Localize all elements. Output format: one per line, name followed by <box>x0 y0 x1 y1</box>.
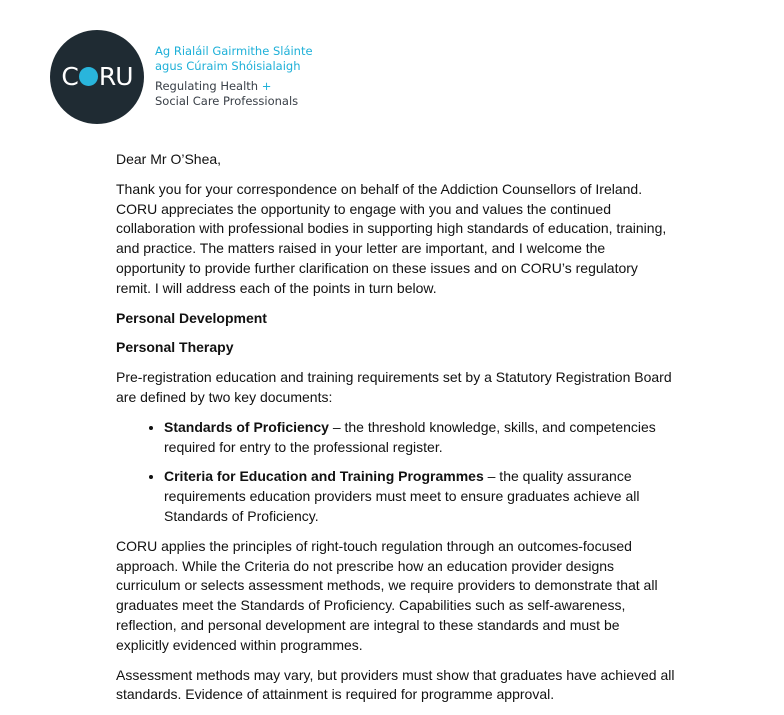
intro-paragraph: Thank you for your correspondence on behalf of the Addiction Counsellors of Ireland. CORU appreciates the opportunity to engage with you and values the continued collaboration with professional bodies in supporting high standards of education, training, and practice. The matters raised in your letter are important, and I welcome the opportunity to provide further clarification on these issues and on CORU’s regulatory remit. I will address each of the points in turn below. <box>116 180 667 296</box>
irish-tagline-line1: Ag Rialáil Gairmithe Sláinte <box>155 44 313 58</box>
list-item-text: – the quality assurance requirements education providers must meet to ensure graduates achieve all Standards of Proficiency. <box>164 468 640 524</box>
documents-list <box>116 418 676 527</box>
irish-tagline <box>155 44 455 73</box>
logo-letters-ru: RU <box>98 62 133 91</box>
salutation: Dear Mr O’Shea, <box>116 151 222 167</box>
coru-logo <box>50 30 144 124</box>
english-tagline-line1 <box>155 79 455 94</box>
english-tagline-text: Regulating Health <box>155 79 259 93</box>
logo-o-dot <box>79 67 98 86</box>
list-item <box>164 467 676 526</box>
logo-letter-c: C <box>61 62 78 91</box>
list-item-term: Criteria for Education and Training Programmes <box>164 468 484 485</box>
plus-icon: + <box>261 79 272 93</box>
documents-paragraph: Pre-registration education and training requirements set by a Statutory Registration Board are defined by two key documents: <box>116 369 672 405</box>
irish-tagline-line2: agus Cúraim Shóisialaigh <box>155 58 301 73</box>
list-item <box>164 418 676 458</box>
list-item-text: – the threshold knowledge, skills, and competencies required for entry to the professional register. <box>164 418 656 455</box>
english-tagline <box>155 79 455 109</box>
assessment-paragraph: Assessment methods may vary, but providers must show that graduates have achieved all standards. Evidence of attainment is required for programme approval. <box>116 666 675 703</box>
english-tagline-line2: Social Care Professionals <box>155 94 299 108</box>
coru-logo-wordmark <box>50 62 144 92</box>
heading-personal-therapy: Personal Therapy <box>116 339 234 356</box>
right-touch-paragraph: CORU applies the principles of right-touch regulation through an outcomes-focused approach. While the Criteria do not prescribe how an education provider designs curriculum or selects assessment methods, we require providers to demonstrate that all graduates meet the Standards of Proficiency. Capabilities such as self-awareness, reflection, and personal development are integral to these standards and must be explicitly evidenced within programmes. <box>116 537 658 653</box>
letter-body <box>116 150 676 715</box>
list-item-term: Standards of Proficiency <box>164 418 329 435</box>
heading-personal-development: Personal Development <box>116 309 267 326</box>
